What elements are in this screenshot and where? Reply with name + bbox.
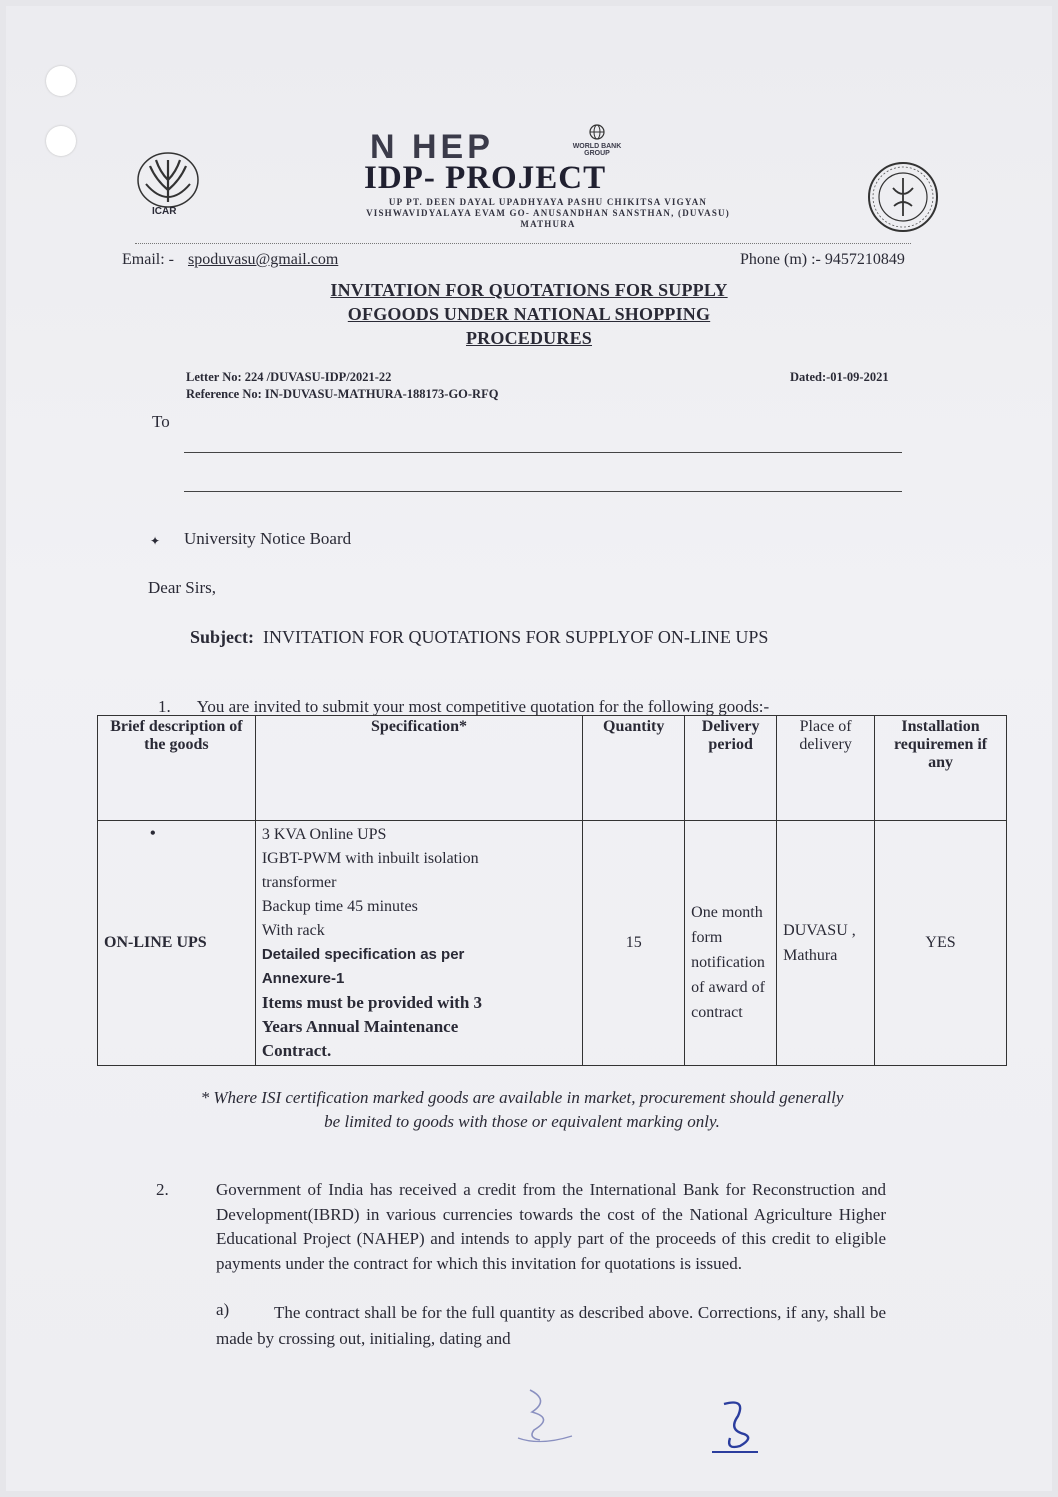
paragraph-1 [158, 697, 769, 717]
punch-hole [46, 66, 76, 96]
cell-installation: YES [875, 821, 1007, 1066]
salutation: Dear Sirs, [148, 578, 216, 597]
bullet-icon: ✦ [150, 534, 161, 548]
clause-a-label: a) [216, 1300, 230, 1319]
header-quantity: Quantity [583, 716, 685, 821]
paragraph-1-number: 1. [158, 697, 171, 716]
paragraph-2-number: 2. [156, 1180, 169, 1199]
icar-label: ICAR [152, 206, 177, 217]
spec-line: Backup time 45 minutes [261, 898, 418, 915]
spec-detail-line: Detailed specification as per [261, 946, 465, 963]
header-delivery-period: Delivery period [685, 716, 777, 821]
address-blank-line [184, 452, 902, 453]
spec-amc-line: Years Annual Maintenance [261, 1017, 459, 1036]
isi-footnote: * Where ISI certification marked goods are available in market, procurement should generally be limited to goods with those or equivalent marking only. [200, 1088, 844, 1131]
cell-delivery-period: One month form notification of award of contract [685, 821, 777, 1066]
spec-detail-line: Annexure-1 [261, 970, 345, 987]
subject-label: Subject: [190, 627, 254, 647]
document-title-line-2: OFGOODS UNDER NATIONAL SHOPPING [347, 304, 711, 324]
subject-text: INVITATION FOR QUOTATIONS FOR SUPPLYOF ON-LINE UPS [263, 627, 769, 647]
punch-hole [46, 126, 76, 156]
letter-number: Letter No: 224 /DUVASU-IDP/2021-22 [186, 370, 392, 384]
paragraph-1-text: You are invited to submit your most competitive quotation for the following goods:- [196, 697, 770, 716]
header-divider [135, 243, 911, 244]
spec-line: 3 KVA Online UPS [261, 826, 387, 843]
cell-quantity: 15 [583, 821, 685, 1066]
header-specification: Specification* [255, 716, 582, 821]
spec-line: IGBT-PWM with inbuilt isolation [261, 850, 479, 867]
recipient: University Notice Board [184, 529, 352, 548]
subject-line [190, 627, 768, 648]
clause-a-text: The contract shall be for the full quantity as described above. Corrections, if any, shall be made by crossing out, initialing, dating and [216, 1303, 886, 1348]
email-link[interactable]: spoduvasu@gmail.com [188, 251, 339, 268]
spec-amc-line: Contract. [261, 1041, 332, 1060]
university-line-2: VISHWAVIDYALAYA EVAM GO- ANUSANDHAN SANSTHAN, (DUVASU) [366, 208, 730, 218]
to-label: To [152, 412, 170, 431]
row-marker: • [150, 825, 156, 842]
project-title: IDP- PROJECT [364, 160, 607, 196]
table-row [98, 821, 1007, 1066]
spec-line: transformer [261, 874, 337, 891]
letter-date: Dated:-01-09-2021 [790, 370, 889, 384]
email-label: Email: - [122, 251, 174, 268]
table-header-row [98, 716, 1007, 821]
reference-number: Reference No: IN-DUVASU-MATHURA-188173-GO-RFQ [186, 387, 499, 401]
cell-place: DUVASU , Mathura [777, 821, 875, 1066]
cell-specification [255, 821, 582, 1066]
paragraph-2-text: Government of India has received a credit from the International Bank for Reconstruction and Development(IBRD) in various currencies towards the cost of the National Agriculture Higher Educational Project (NAHEP) and intends to apply part of the proceeds of this credit to eligible payments under the contract for which this invitation for quotations is issued. [216, 1180, 886, 1273]
signature-mark [700, 1390, 770, 1460]
cell-description [98, 821, 256, 1066]
address-blank-line [184, 491, 902, 492]
world-bank-label: WORLD BANK GROUP [572, 143, 622, 157]
document-title-line-1: INVITATION FOR QUOTATIONS FOR SUPPLY [330, 280, 728, 300]
header-place: Place of delivery [777, 716, 875, 821]
nahep-logo: N HEP [370, 128, 494, 166]
description-text: ON-LINE UPS [104, 934, 207, 951]
document-title-line-3: PROCEDURES [465, 328, 592, 348]
spec-line: With rack [261, 922, 325, 939]
world-bank-globe-icon [586, 124, 608, 140]
phone-number: Phone (m) :- 9457210849 [740, 251, 905, 268]
signature-mark [510, 1380, 580, 1450]
university-line-3: MATHURA [520, 219, 576, 229]
goods-table [97, 715, 1007, 1066]
header-description: Brief description of the goods [98, 716, 256, 821]
university-line-1: UP PT. DEEN DAYAL UPADHYAYA PASHU CHIKITSA VIGYAN [388, 197, 708, 207]
spec-amc-line: Items must be provided with 3 [261, 993, 483, 1012]
header-installation: Installation requiremen if any [875, 716, 1007, 821]
